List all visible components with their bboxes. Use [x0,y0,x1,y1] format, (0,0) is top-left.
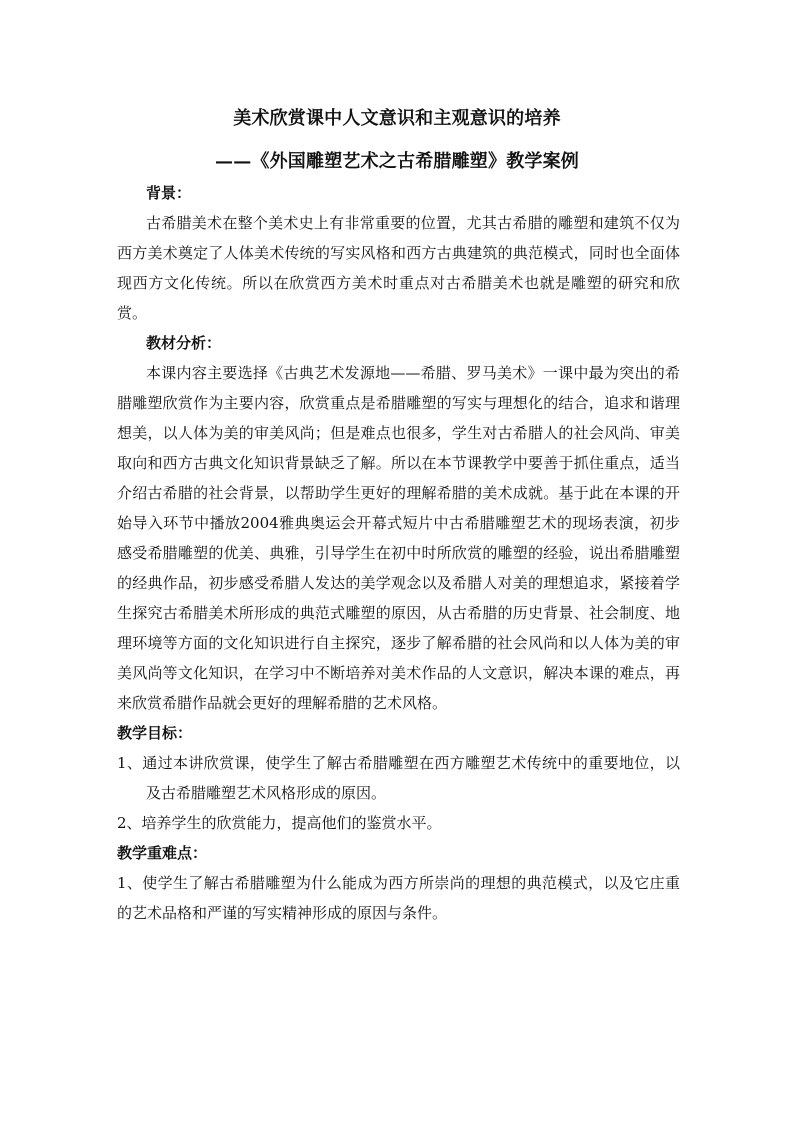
goals-heading: 教学目标： [117,724,193,742]
difficulty-item-1: 1、使学生了解古希腊雕塑为什么能成为西方所崇尚的理想的典范模式，以及它庄重的艺术品格和严谨的写实精神形成的原因与条件。 [117,874,680,922]
difficulties-heading: 教学重难点： [117,844,208,862]
background-paragraph: 古希腊美术在整个美术史上有非常重要的位置，尤其古希腊的雕塑和建筑不仅为西方美术奠定了人体美术传统的写实风格和西方古典建筑的典范模式，同时也全面体现西方文化传统。所以在欣赏西方美术时重点对古希腊美术也就是雕塑的研究和欣赏。 [117,214,680,322]
goal-item-2: 2、培养学生的欣赏能力，提高他们的鉴赏水平。 [117,814,442,832]
document-body [117,178,680,928]
document-subtitle: ——《外国雕塑艺术之古希腊雕塑》教学案例 [215,151,579,172]
analysis-paragraph: 本课内容主要选择《古典艺术发源地——希腊、罗马美术》一课中最为突出的希腊雕塑欣赏作为主要内容，欣赏重点是希腊雕塑的写实与理想化的结合，追求和谐理想美，以人体为美的审美风尚；但是难点也很多，学生对古希腊人的社会风尚、审美取向和西方古典文化知识背景缺乏了解。所以在本节课教学中要善于抓住重点，适当介绍古希腊的社会背景，以帮助学生更好的理解希腊的美术成就。基于此在本课的开始导入环节中播放2004雅典奥运会开幕式短片中古希腊雕塑艺术的现场表演，初步感受希腊雕塑的优美、典雅，引导学生在初中时所欣赏的雕塑的经验，说出希腊雕塑的经典作品，初步感受希腊人发达的美学观念以及希腊人对美的理想追求，紧接着学生探究古希腊美术所形成的典范式雕塑的原因，从古希腊的历史背景、社会制度、地理环境等方面的文化知识进行自主探究，逐步了解希腊的社会风尚和以人体为美的审美风尚等文化知识，在学习中不断培养对美术作品的人文意识，解决本课的难点，再来欣赏希腊作品就会更好的理解希腊的艺术风格。 [117,364,680,712]
background-heading: 背景： [146,184,192,202]
goal-item-1: 1、通过本讲欣赏课，使学生了解古希腊雕塑在西方雕塑艺术传统中的重要地位，以及古希腊雕塑艺术风格形成的原因。 [117,754,680,802]
analysis-heading: 教材分析： [146,334,222,352]
document-title: 美术欣赏课中人文意识和主观意识的培养 [233,108,561,129]
